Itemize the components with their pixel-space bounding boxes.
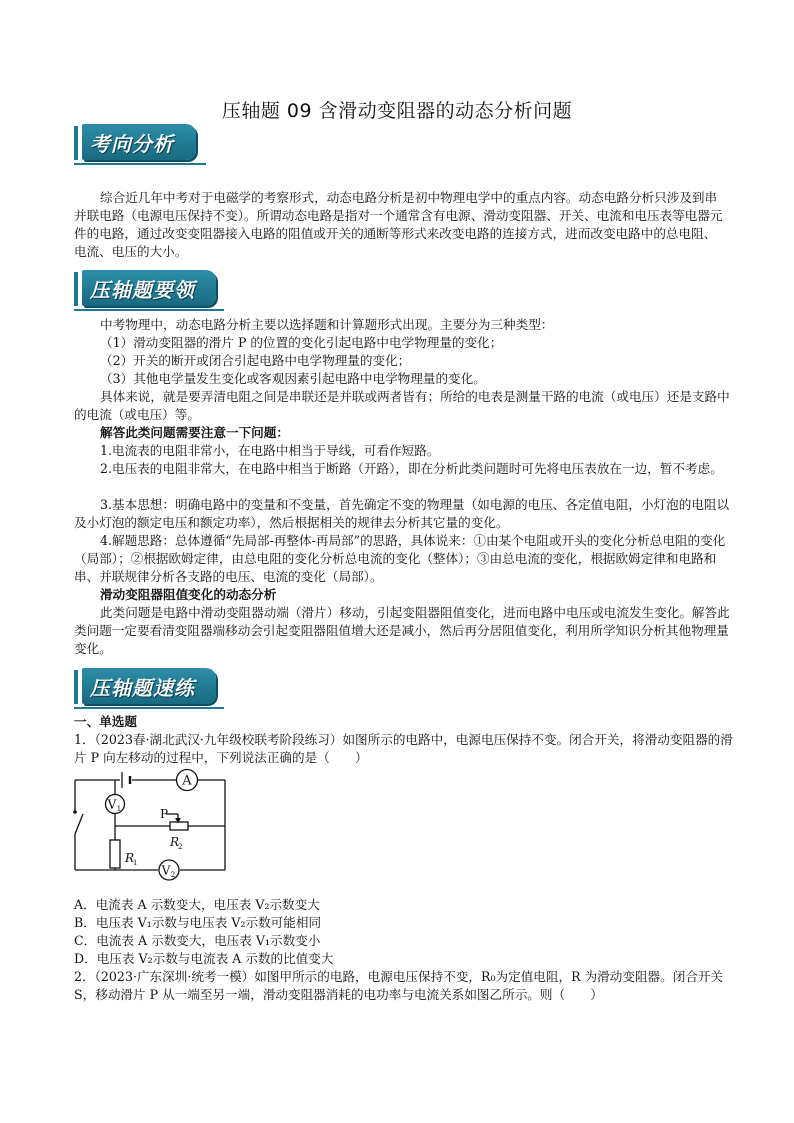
resistor-r1-icon	[110, 840, 137, 868]
key-subheading: 滑动变阻器阻值变化的动态分析	[100, 587, 277, 602]
ammeter-icon	[177, 770, 198, 791]
switch-contact-icon	[73, 810, 77, 814]
battery-icon	[122, 772, 130, 788]
key-sub-paragraph: 此类问题是电路中滑动变阻器动端（滑片）移动，引起变阻器阻值变化，进而电路中电压或电流发生变化。解答此类问题一定要看清变阻器端移动会引起变阻器阻值增大还是减小，然后再分居阻值变化，利用所学知识分析其他物理量变化。	[74, 605, 730, 656]
circuit-diagram	[70, 768, 240, 894]
resistor-r2-icon	[160, 807, 188, 851]
section-banner-analysis	[74, 124, 214, 164]
r1-subscript: 1	[133, 859, 138, 867]
question-1-option-a: A．电流表 A 示数变大，电压表 V₂示数变大	[74, 897, 320, 912]
v1-subscript: 1	[116, 805, 122, 813]
banner-label: 压轴题要领	[90, 278, 195, 302]
v2-label: V	[161, 863, 171, 878]
question-1-option-b: B．电压表 V₁示数与电压表 V₂示数可能相同	[74, 915, 322, 930]
slider-label: P	[160, 807, 169, 821]
question-1-option-c: C．电流表 A 示数变大，电压表 V₁示数变小	[74, 933, 321, 948]
voltmeter-v2-icon	[159, 860, 179, 880]
key-type-2: （2）开关的断开或闭合引起电路中电学物理量的变化；	[100, 353, 411, 368]
r2-subscript: 2	[178, 843, 183, 851]
key-note-2: 2.电压表的电阻非常大，在电路中相当于断路（开路），即在分析此类问题时可先将电压表放在一边，暂不考虑。	[100, 461, 723, 476]
practice-section-heading: 一、单选题	[74, 714, 137, 729]
key-note-4: 4.解题思路：总体遵循“先局部-再整体-再局部”的思路，具体说来：①由某个电阻或开头的变化分析总电阻的变化（局部）；②根据欧姆定律，由总电阻的变化分析总电流的变化（整体）；③由总电流的变化，根据欧姆定律和电路和串、并联规律分析各支路的电压、电流的变化（局部）。	[74, 533, 726, 584]
banner-label: 考向分析	[90, 132, 174, 156]
analysis-paragraph: 综合近几年中考对于电磁学的考察形式，动态电路分析是初中物理电学中的重点内容。动态电路分析只涉及到串并联电路（电源电压保持不变）。所谓动态电路是指对一个通常含有电源、滑动变阻器、开关、电流和电压表等电器元件的电路，通过改变变阻器接入电路的阻值或开关的通断等形式来改变电路的连接方式，进而改变电路中的总电阻、电流、电压的大小。	[74, 190, 723, 259]
section-banner-practice	[74, 668, 224, 708]
section-banner-keypoints	[74, 270, 224, 310]
key-intro: 中考物理中，动态电路分析主要以选择题和计算题形式出现。主要分为三种类型：	[100, 317, 554, 332]
key-note-1: 1.电流表的电阻非常小，在电路中相当于导线，可看作短路。	[100, 443, 440, 458]
question-1-stem: 1．（2023春·湖北武汉·九年级校联考阶段练习）如图所示的电路中，电源电压保持不变。闭合开关，将滑动变阻器的滑片 P 向左移动的过程中，下列说法正确的是（ ）	[74, 732, 733, 765]
key-type-1: （1）滑动变阻器的滑片 P 的位置的变化引起电路中电学物理量的变化；	[100, 335, 503, 350]
v1-label: V	[107, 797, 117, 812]
key-note-3: 3.基本思想：明确电路中的变量和不变量，首先确定不变的物理量（如电源的电压、各定值电阻，小灯泡的电阻以及小灯泡的额定电压和额定功率），然后根据相关的规律去分析其它量的变化。	[74, 497, 730, 530]
key-detail: 具体来说，就是要弄清电阻之间是串联还是并联或两者皆有；所给的电表是测量干路的电流（或电压）还是支路中的电流（或电压）等。	[74, 389, 730, 422]
key-note-heading: 解答此类问题需要注意一下问题：	[100, 425, 289, 440]
banner-label: 压轴题速练	[90, 676, 195, 700]
v2-subscript: 2	[170, 871, 176, 879]
question-1-option-d: D．电压表 V₂示数与电流表 A 示数的比值变大	[74, 951, 334, 966]
r2-label: R	[170, 835, 180, 849]
r1-label: R	[125, 851, 135, 865]
ammeter-label: A	[182, 773, 192, 789]
voltmeter-v1-icon	[106, 795, 125, 814]
question-2-stem: 2．（2023·广东深圳·统考一模）如图甲所示的电路，电源电压保持不变，R₀为定值电阻，R 为滑动变阻器。闭合开关 S，移动滑片 P 从一端至另一端，滑动变阻器消耗的电功率与电流关系如图乙所示。则（ ）	[74, 969, 724, 1002]
page-title: 压轴题 09 含滑动变阻器的动态分析问题	[221, 100, 573, 122]
key-type-3: （3）其他电学量发生变化或客观因素引起电路中电学物理量的变化。	[100, 371, 486, 386]
